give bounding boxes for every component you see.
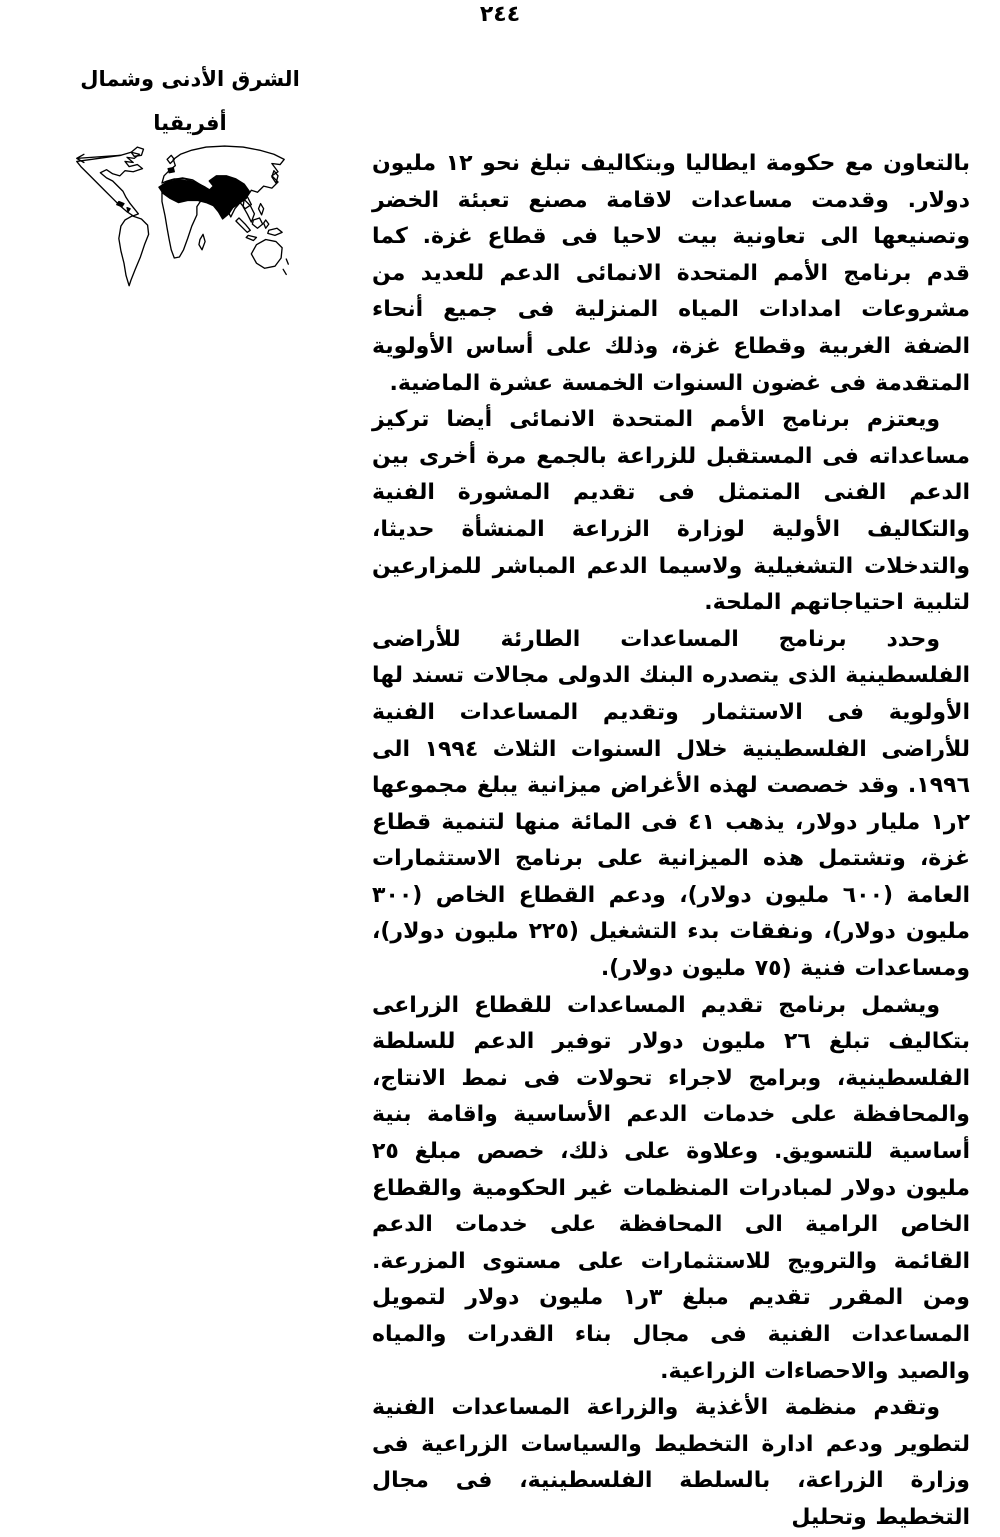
map-java xyxy=(246,235,256,240)
map-south-america xyxy=(119,216,149,286)
paragraph: وتقدم منظمة الأغذية والزراعة المساعدات الفنية لتطوير ودعم ادارة التخطيط والسياسات الزراعية فى وزارة الزراعة، بالسلطة الفلسطينية، فى مجال التخطيط وتحليل xyxy=(372,1395,970,1530)
section-heading-line2: أفريقيا xyxy=(153,111,227,135)
map-australia xyxy=(251,240,282,269)
paragraph: ويشمل برنامج تقديم المساعدات للقطاع الزراعى بتكاليف تبلغ ٢٦ مليون دولار توفير الدعم للسلطة الفلسطينية، وبرامج لاجراء تحولات فى نمط الانتاج، والمحافظة على خدمات الدعم الأساسية واقامة بنية أساسية للتسويق. وعلاوة على ذلك، خصص مبلغ ٢٥ مليون دولار لمبادرات المنظمات غير الحكومية والقطاع الخاص الرامية الى المحافظة على خدمات الدعم القائمة والترويج للاستثمارات على مستوى المزرعة. ومن المقرر تقديم مبلغ ٣ر١ مليون دولار لتمويل المساعدات الفنية فى مجال بناء القدرات والمياه والصيد والاحصاءات الزراعية. xyxy=(372,992,970,1384)
map-nena-highlight xyxy=(159,176,249,219)
section-heading-line1: الشرق الأدنى وشمال xyxy=(80,67,300,91)
map-philippines xyxy=(259,204,264,215)
map-sulawesi xyxy=(264,220,269,228)
paragraph: ويعتزم برنامج الأمم المتحدة الانمائى أيضا تركيز مساعداته فى المستقبل للزراعة بالجمع مرة أخرى بين الدعم الفنى المتمثل فى تقديم المشورة الفنية والتكاليف الأولية لوزارة الزراعة المنشأة حديثا، والتدخلات التشغيلية ولاسيما الدعم المباشر للمزارعين لتلبية احتياجاتهم الملحة. xyxy=(372,407,970,616)
map-indochina xyxy=(243,199,254,222)
map-new-guinea xyxy=(268,228,282,235)
map-borneo xyxy=(252,218,262,228)
paragraph: بالتعاون مع حكومة ايطاليا وبتكاليف تبلغ نحو ١٢ مليون دولار. وقدمت مساعدات لاقامة مصنع تعبئة الخضر وتصنيعها الى تعاونية بيت لاحيا فى قطاع غزة. كما قدم برنامج الأمم المتحدة الانمائى الدعم للعديد من مشروعات امدادات المياه المنزلية فى جميع أنحاء الضفة الغربية وقطاع غزة، وذلك على أساس الأولوية المتقدمة فى غضون السنوات الخمسة عشرة الماضية. xyxy=(372,151,970,396)
map-madagascar xyxy=(199,234,205,249)
map-greenland xyxy=(131,147,143,156)
world-map-nena-icon xyxy=(70,144,294,296)
paragraph: وحدد برنامج المساعدات الطارئة للأراضى الفلسطينية الذى يتصدره البنك الدولى مجالات تسند لها الأولوية فى الاستثمار وتقديم المساعدات الفنية للأراضى الفلسطينية خلال السنوات الثلاث ١٩٩٤ الى ١٩٩٦. وقد خصصت لهذه الأغراض ميزانية يبلغ مجموعها ٢ر١ مليار دولار، يذهب ٤١ فى المائة منها لتنمية قطاع غزة، وتشتمل هذه الميزانية على برنامج الاستثمارات العامة (٦٠٠ مليون دولار)، ودعم القطاع الخاص (٣٠٠ مليون دولار)، ونفقات بدء التشغيل (٢٢٥ مليون دولار)، ومساعدات فنية (٧٥ مليون دولار). xyxy=(372,626,971,982)
map-europe-mark xyxy=(168,168,174,173)
article-text-column xyxy=(372,146,970,1537)
page-number: ٢٤٤ xyxy=(479,2,521,27)
map-new-zealand xyxy=(283,259,288,274)
section-heading-block xyxy=(58,64,322,138)
map-caribbean xyxy=(117,202,130,212)
map-north-america xyxy=(77,152,143,216)
map-sumatra xyxy=(236,218,250,232)
